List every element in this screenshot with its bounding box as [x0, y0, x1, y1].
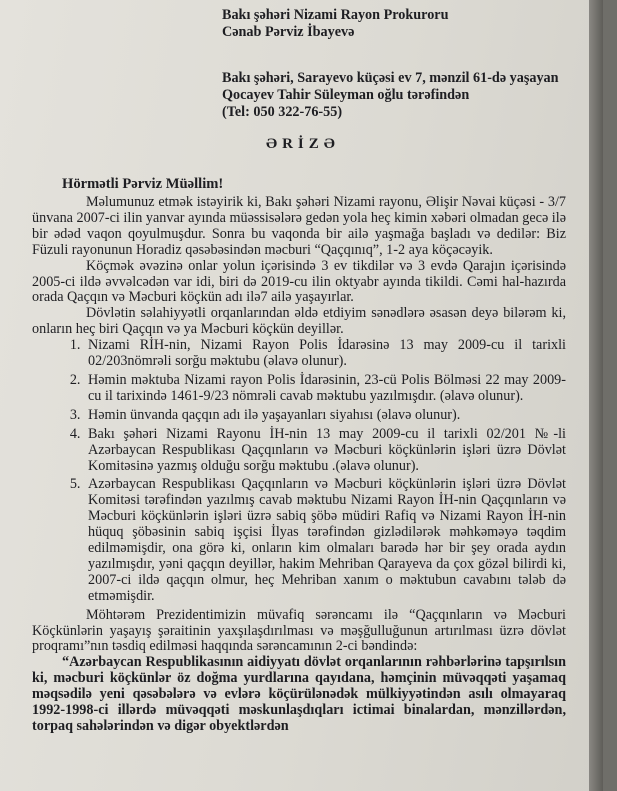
paragraph-1: Məlumunuz etmək istəyirik ki, Bakı şəhəri Nizami rayonu, Əlişir Nəvai küçəsi - 3/7 ünvana 2007-ci ilin yanvar ayında müəssisələrə gedən yola heç kimin xəbəri olmadan gecə ilə bir ədəd vaqon qoyulmuşdur. Sonra bu vaqonda bir ailə yaşmağa başladı və dedilər: Biz Füzuli rayonunun Horadiz qəsəbəsindən məcburi “Qaçqınıq”, 1-2 aya köçəcəyik. — [32, 194, 566, 258]
list-item-4: 4. Bakı şəhəri Nizami Rayonu İH-nin 13 may 2009-cu il tarixli 02/201 №-li Azərbaycan Respublikası Qaçqınların və Məcburi köçkünlərin işləri üzrə Dövlət Komitəsinə yazmış olduğu sorğu məktubu .(əlavə olunur). — [84, 427, 566, 475]
list-item-2: 2. Həmin məktuba Nizami rayon Polis İdarəsinin, 23-cü Polis Bölməsi 22 may 2009-cu il tarixində 1461-9/23 nömrəli cavab məktubu yazılmışdır. (əlavə olunur). — [84, 373, 566, 405]
paragraph-2: Köçmək əvəzinə onlar yolun içərisində 3 ev tikdilər və 3 evdə Qarajın içərisində 2005-ci ildə əvvəlcədən var idi, biri də 2019-cu ilin oktyabr ayında tikildi. Cəmi hal-hazırda orada Qaçqın və Məcburi köçkün adı ilə7 ailə yaşayırlar. — [32, 257, 566, 306]
salutation: Hörmətli Pərviz Müəllim! — [62, 176, 224, 192]
list-item-5: 5. Azərbaycan Respublikası Qaçqınların və Məcburi köçkünlərin işləri üzrə Dövlət Komitəsi tərəfindən yazılmış cavab məktubu Nizami Rayon İH-nin Qaçqınların və Məcburi köçkünlərin işləri üzrə sabiq şöbə müdiri Rafiq və Nizami Rayon İH-nin hüquq şöbəsinin sabiq işçisi İlyas tərəfindən gizlədilərək məhkəməyə təqdim edilməmişdir, ona görə ki, onların kim olmaları barədə hər bir şey orada aydın yazılmışdır, yəni qaçqın deyillər, hakim Mehriban Qarayeva da çox gözəl bilirdi ki, 2007-ci ildə qaçqın olmur, heç Mehriban xanım o məktubun cavabını tələb də etməmişdir. — [84, 477, 566, 604]
decree-quote: “Azərbaycan Respublikasının aidiyyatı dövlət orqanlarının rəhbərlərinə tapşırılsın ki, məcburi köçkünlər öz doğma yurdlarına qayıdana, həmçinin müvəqqəti yaşamaq məqsədilə yeni qəsəbələrə və evlərə köçürülənədək mülkiyyətindən asılı olmayaraq 1992-1998-ci illərdə müvəqqəti məskunlaşdıqları ictimai binalardan, mənzillərdən, torpaq sahələrindən və digər obyektlərdən — [32, 654, 566, 734]
paragraph-3: Dövlətin səlahiyyətli orqanlarından əldə etdiyim sənədlərə əsasən deyə bilərəm ki, onların heç biri Qaçqın və ya Məcburi köçkün deyillər. — [32, 305, 566, 338]
document-title: ƏRİZƏ — [266, 136, 340, 152]
sender-address: Bakı şəhəri, Sarayevo küçəsi ev 7, mənzil 61-də yaşayan — [222, 70, 559, 86]
sender-phone: (Tel: 050 322-76-55) — [222, 104, 343, 120]
addressee-line-1: Bakı şəhəri Nizami Rayon Prokuroru — [222, 7, 449, 23]
closing-paragraph: Möhtərəm Prezidentimizin müvafiq sərəncamı ilə “Qaçqınların və Məcburi Köçkünlərin yaşayış şəraitinin yaxşılaşdırılması və məşğulluğunun artırılması üzrə dövlət proqramı”nın təsdiq edilməsi haqqında sərəncamının 2-ci bəndində: — [32, 606, 566, 655]
letter-body — [32, 195, 566, 735]
list-item-1: 1. Nizami RİH-nin, Nizami Rayon Polis İdarəsinə 13 may 2009-cu il tarixli 02/203nömrəli sorğu məktubu (əlavə olunur). — [84, 338, 566, 370]
list-item-3: 3. Həmin ünvanda qaçqın adı ilə yaşayanları siyahısı (əlavə olunur). — [84, 408, 566, 424]
page-edge-shadow — [589, 0, 603, 791]
addressee-line-2: Cənab Pərviz İbayevə — [222, 24, 355, 40]
sender-name: Qocayev Tahir Süleyman oğlu tərəfindən — [222, 87, 470, 103]
evidence-list — [32, 338, 566, 605]
